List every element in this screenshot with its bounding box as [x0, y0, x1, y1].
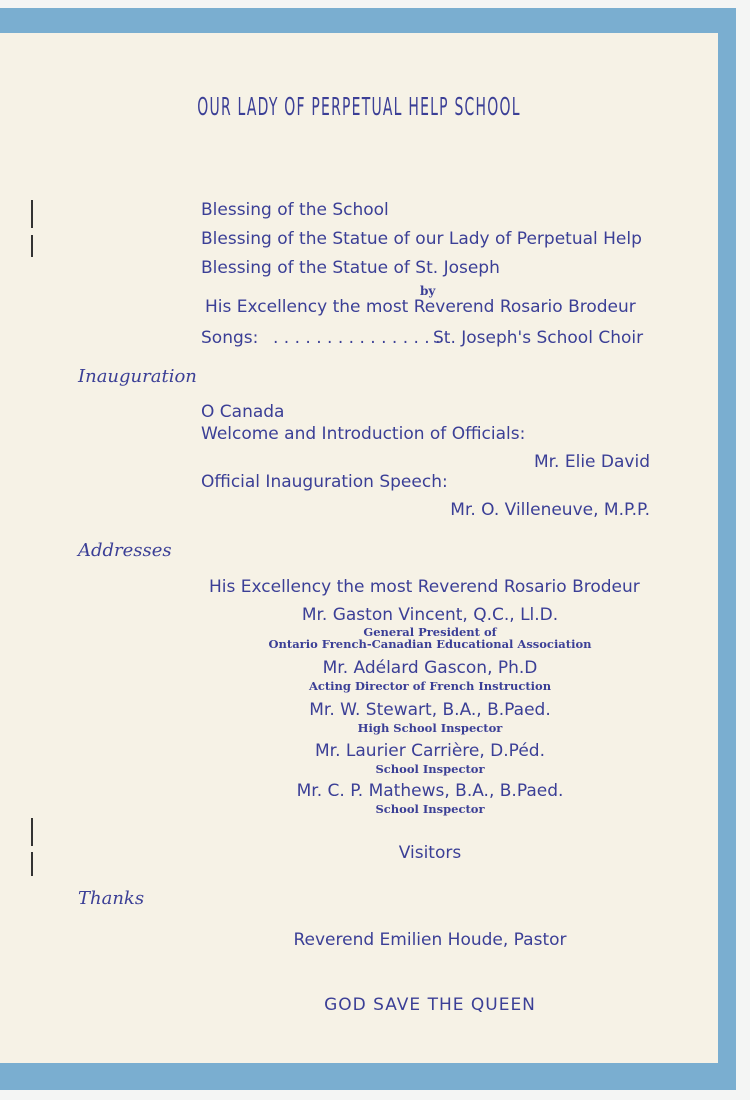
speaker-role: High School Inspector	[357, 721, 503, 735]
speaker-role: Ontario French-Canadian Educational Association	[268, 637, 592, 651]
staple	[31, 235, 33, 257]
staple	[31, 852, 33, 876]
speaker-role: General President of	[363, 625, 497, 639]
visitors: Visitors	[398, 843, 462, 863]
staple	[31, 818, 33, 846]
songs-label: Songs:	[201, 328, 259, 348]
inauguration-heading: Inauguration	[78, 366, 197, 387]
thanks-heading: Thanks	[78, 888, 145, 909]
speaker-name: Mr. C. P. Mathews, B.A., B.Paed.	[296, 781, 564, 801]
songs-dots: . . . . . . . . . . . . . . . .	[273, 328, 441, 348]
speaker-name: Mr. Laurier Carrière, D.Péd.	[315, 741, 545, 761]
addresses-heading: Addresses	[78, 540, 172, 561]
speaker-name: His Excellency the most Reverend Rosario Brodeur	[209, 577, 640, 597]
songs-performer: St. Joseph's School Choir	[433, 328, 644, 348]
program-item: O Canada	[201, 402, 285, 422]
blessing-item: Blessing of the Statue of St. Joseph	[201, 258, 500, 278]
thanks-by: Reverend Emilien Houde, Pastor	[293, 930, 567, 950]
blessing-item: Blessing of the School	[201, 200, 389, 220]
speaker-role: Acting Director of French Instruction	[308, 679, 552, 693]
by-label: by	[420, 284, 436, 298]
page-title: OUR LADY OF PERPETUAL HELP SCHOOL	[197, 92, 521, 121]
program-person: Mr. Elie David	[533, 452, 650, 472]
program-item: Welcome and Introduction of Officials:	[201, 424, 526, 444]
blessing-item: Blessing of the Statue of our Lady of Perpetual Help	[201, 229, 642, 249]
speaker-name: Mr. W. Stewart, B.A., B.Paed.	[309, 700, 551, 720]
closing-anthem: GOD SAVE THE QUEEN	[324, 995, 536, 1015]
officiant: His Excellency the most Reverend Rosario Brodeur	[205, 297, 636, 317]
speaker-role: School Inspector	[375, 802, 485, 816]
speaker-name: Mr. Gaston Vincent, Q.C., Ll.D.	[301, 605, 559, 625]
speaker-name: Mr. Adélard Gascon, Ph.D	[322, 658, 538, 678]
program-person: Mr. O. Villeneuve, M.P.P.	[450, 500, 650, 520]
staple	[31, 200, 33, 228]
program-item: Official Inauguration Speech:	[201, 472, 448, 492]
speaker-role: School Inspector	[375, 762, 485, 776]
